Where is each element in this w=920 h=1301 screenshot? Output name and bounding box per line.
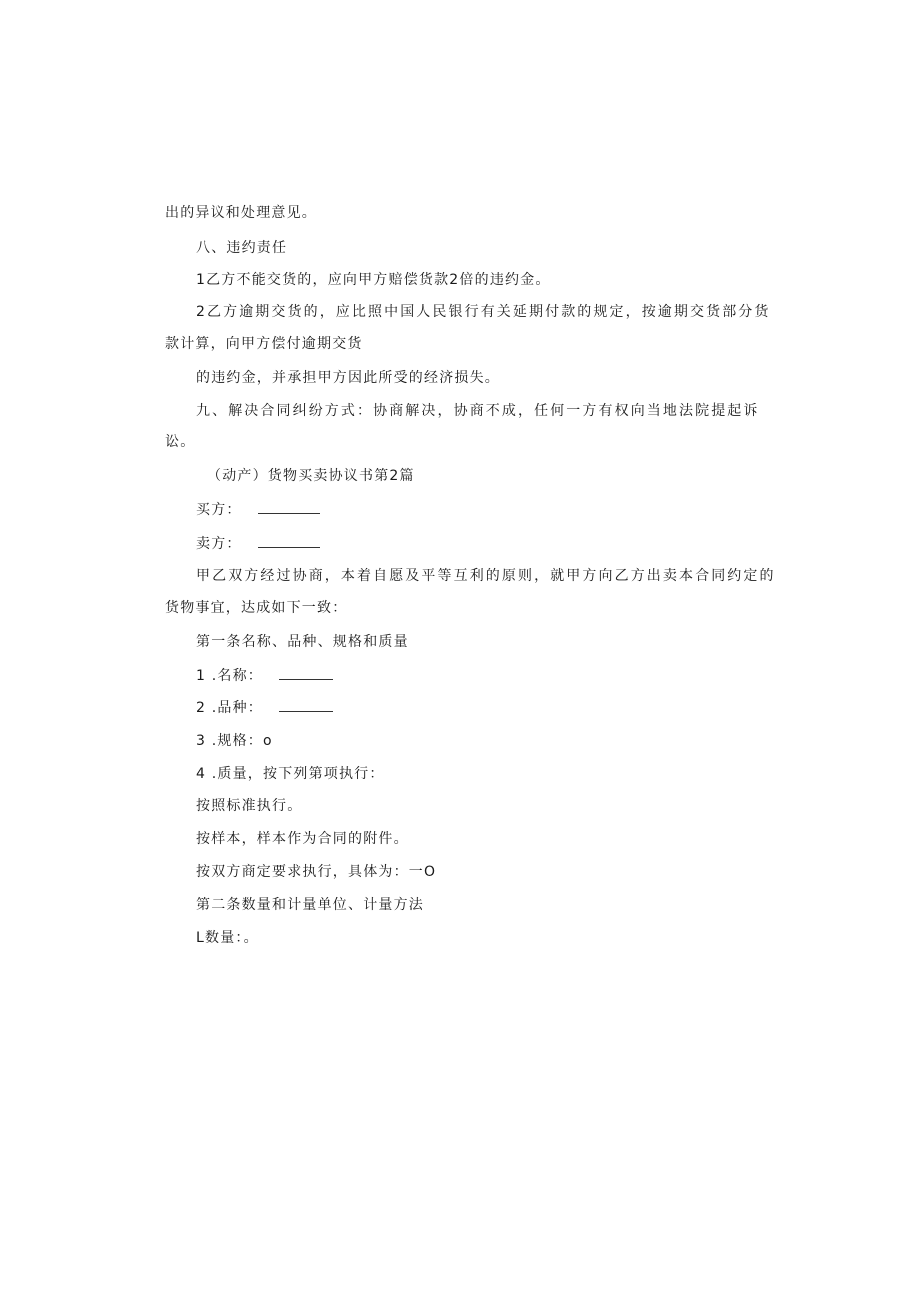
quality-option-sample: 按样本，样本作为合同的附件。 [196,831,409,847]
text-line-continuation: 出的异议和处理意见。 [165,205,317,221]
item-name-field [196,665,333,686]
item-quality-line: 4 .质量，按下列第项执行： [196,766,385,782]
article-2-heading: 第二条数量和计量单位、计量方法 [196,897,424,913]
buyer-label: 买方： [196,502,242,518]
clause-2-penalty: 的违约金，并承担甲方因此所受的经济损失。 [196,370,500,386]
clause-1-non-delivery: 1乙方不能交货的，应向甲方赔偿货款2倍的违约金。 [196,272,551,288]
item-name-label: 1 .名称： [196,668,264,684]
seller-field [196,533,320,554]
preamble-line-2: 货物事宜，达成如下一致： [165,600,348,616]
agreement-title: （动产）货物买卖协议书第2篇 [207,468,415,484]
section-heading-dispute-resolution: 九、解决合同纠纷方式：协商解决，协商不成，任何一方有权向当地法院提起诉 [196,403,760,419]
article-1-heading: 第一条名称、品种、规格和质量 [196,634,409,650]
buyer-blank [258,499,320,514]
item-variety-blank [279,697,333,712]
item-variety-field [196,697,333,718]
preamble-line-1: 甲乙双方经过协商，本着自愿及平等互利的原则，就甲方向乙方出卖本合同约定的 [196,568,776,584]
dispute-continuation: 讼。 [165,434,196,450]
buyer-field [196,499,320,520]
item-variety-label: 2 .品种： [196,700,264,716]
section-heading-breach-liability: 八、违约责任 [196,240,288,256]
quality-option-agreed: 按双方商定要求执行，具体为：一O [196,864,437,880]
seller-blank [258,533,320,548]
seller-label: 卖方： [196,536,242,552]
quantity-line: L数量：。 [196,930,259,946]
item-name-blank [279,665,333,680]
clause-2-late-delivery: 2乙方逾期交货的，应比照中国人民银行有关延期付款的规定，按逾期交货部分货 [196,304,771,320]
clause-2-continuation: 款计算，向甲方偿付逾期交货 [165,336,363,352]
item-spec-line: 3 .规格：o [196,733,273,749]
quality-option-standard: 按照标准执行。 [196,798,303,814]
